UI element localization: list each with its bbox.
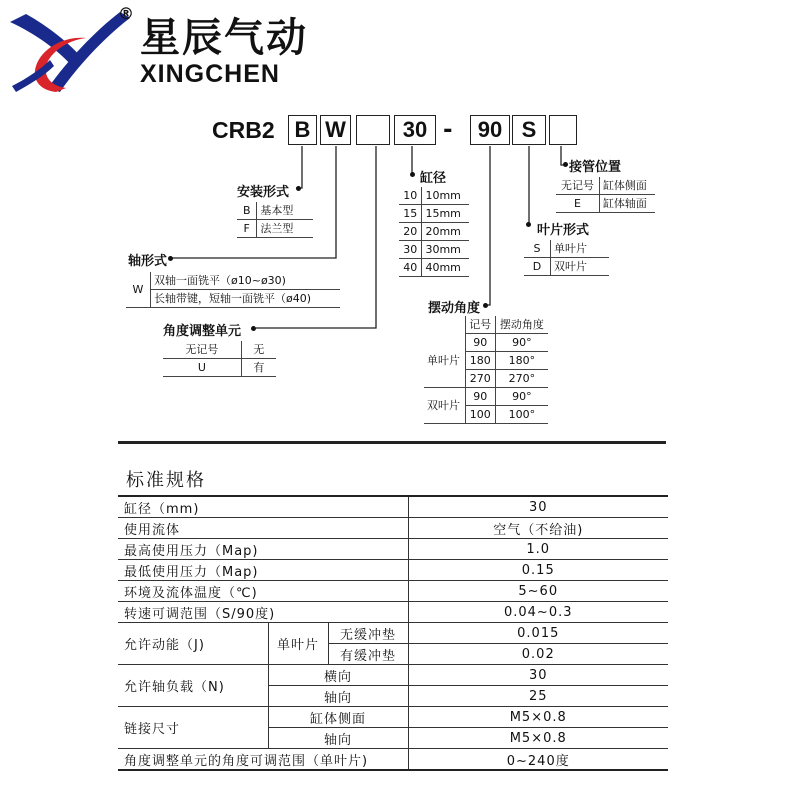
spec-value: 25 xyxy=(408,686,668,707)
registered-mark: ® xyxy=(118,4,134,23)
table-row xyxy=(118,749,668,771)
swing-angle: 90° xyxy=(495,388,548,406)
model-prefix: CRB2 xyxy=(212,117,275,143)
spec-label: 角度调整单元的角度可调范围（单叶片) xyxy=(118,749,408,771)
brand-name-en: XINGCHEN xyxy=(140,60,280,88)
port-code: 无记号 xyxy=(556,177,599,195)
spec-value: 空气（不给油) xyxy=(408,518,668,539)
spec-value: 1.0 xyxy=(408,539,668,560)
vane-title: 叶片形式 xyxy=(537,223,590,238)
mount-code: F xyxy=(237,220,257,238)
spec-value: M5×0.8 xyxy=(408,707,668,728)
bore-title: 缸径 xyxy=(420,171,447,186)
table-row xyxy=(118,581,668,602)
code-box-mount: B xyxy=(288,115,317,145)
vane-dot xyxy=(526,222,531,227)
spec-table xyxy=(118,495,668,771)
spec-value: 30 xyxy=(408,496,668,518)
code-box-shaft: W xyxy=(320,115,351,145)
spec-value: M5×0.8 xyxy=(408,728,668,749)
code-dash: - xyxy=(443,117,453,143)
spec-value: 0.04~0.3 xyxy=(408,602,668,623)
swing-header-angle: 摆动角度 xyxy=(495,316,548,334)
angle-unit-title: 角度调整单元 xyxy=(163,324,242,339)
swing-angle: 100° xyxy=(495,406,548,424)
spec-sublabel: 单叶片 xyxy=(268,623,328,665)
mount-table xyxy=(237,202,313,238)
code-box-vane: S xyxy=(512,115,546,145)
swing-angle: 90° xyxy=(495,334,548,352)
section-divider xyxy=(118,441,666,444)
port-dot xyxy=(563,162,568,167)
angle-unit-desc: 有 xyxy=(241,359,276,377)
spec-label: 使用流体 xyxy=(118,518,408,539)
bore-code: 10 xyxy=(399,187,422,205)
vane-desc: 双叶片 xyxy=(551,258,610,276)
table-row xyxy=(118,496,668,518)
swing-angle: 180° xyxy=(495,352,548,370)
brand-name-cn: 星辰气动 xyxy=(140,15,308,61)
vane-code: D xyxy=(524,258,551,276)
spec-label: 允许动能（J) xyxy=(118,623,268,665)
swing-title: 摆动角度 xyxy=(428,301,481,316)
table-row xyxy=(118,560,668,581)
shaft-title: 轴形式 xyxy=(128,254,168,269)
spec-value: 5~60 xyxy=(408,581,668,602)
bore-size: 10mm xyxy=(422,187,469,205)
angle-unit-desc: 无 xyxy=(241,341,276,359)
spec-value: 0.02 xyxy=(408,644,668,665)
mount-title: 安装形式 xyxy=(237,185,290,200)
bore-code: 40 xyxy=(399,259,422,277)
spec-label: 转速可调范围（S/90度) xyxy=(118,602,408,623)
bore-size: 40mm xyxy=(422,259,469,277)
spec-sublabel: 横向 xyxy=(268,665,408,686)
mount-code: B xyxy=(237,202,257,220)
table-row xyxy=(118,518,668,539)
swing-header-code: 记号 xyxy=(465,316,495,334)
swing-dot xyxy=(483,303,488,308)
spec-value: 0.015 xyxy=(408,623,668,644)
spec-sublabel: 轴向 xyxy=(268,728,408,749)
port-desc: 缸体侧面 xyxy=(599,177,655,195)
spec-label: 最高使用压力（Map) xyxy=(118,539,408,560)
vane-code: S xyxy=(524,240,551,258)
vane-table xyxy=(524,240,609,276)
port-table xyxy=(556,177,655,213)
swing-single-label: 单叶片 xyxy=(424,334,465,388)
bore-code: 15 xyxy=(399,205,422,223)
shaft-desc: 长轴带键，短轴一面铣平（ø40) xyxy=(151,290,341,308)
vane-desc: 单叶片 xyxy=(551,240,610,258)
shaft-code: W xyxy=(126,272,151,308)
mount-dot xyxy=(296,186,301,191)
swing-table xyxy=(424,316,548,424)
swing-code: 100 xyxy=(465,406,495,424)
code-box-bore: 30 xyxy=(394,115,436,145)
spec-title: 标准规格 xyxy=(126,470,206,491)
bore-table xyxy=(399,187,469,277)
spec-value: 30 xyxy=(408,665,668,686)
spec-label: 最低使用压力（Map) xyxy=(118,560,408,581)
angle-unit-table xyxy=(163,341,276,377)
spec-label: 环境及流体温度（℃) xyxy=(118,581,408,602)
angle-unit-code: 无记号 xyxy=(163,341,241,359)
mount-desc: 法兰型 xyxy=(257,220,313,238)
bore-code: 20 xyxy=(399,223,422,241)
port-title: 接管位置 xyxy=(569,160,622,175)
spec-label: 允许轴负载（N) xyxy=(118,665,268,707)
bore-size: 15mm xyxy=(422,205,469,223)
spec-value: 0~240度 xyxy=(408,749,668,771)
spec-label: 缸径（mm) xyxy=(118,496,408,518)
bore-dot xyxy=(410,172,415,177)
bore-code: 30 xyxy=(399,241,422,259)
shaft-table xyxy=(126,272,340,308)
port-code: E xyxy=(556,195,599,213)
table-row xyxy=(118,707,668,728)
shaft-dot xyxy=(168,256,173,261)
swing-code: 90 xyxy=(465,388,495,406)
spec-sublabel: 轴向 xyxy=(268,686,408,707)
table-row xyxy=(118,539,668,560)
code-box-swing: 90 xyxy=(470,115,510,145)
swing-double-label: 双叶片 xyxy=(424,388,465,424)
spec-label: 链接尺寸 xyxy=(118,707,268,749)
bore-size: 30mm xyxy=(422,241,469,259)
spec-sublabel: 缸体侧面 xyxy=(268,707,408,728)
mount-desc: 基本型 xyxy=(257,202,313,220)
swing-code: 180 xyxy=(465,352,495,370)
shaft-desc: 双轴一面铣平（ø10~ø30) xyxy=(151,272,341,290)
bore-size: 20mm xyxy=(422,223,469,241)
swing-code: 270 xyxy=(465,370,495,388)
swing-code: 90 xyxy=(465,334,495,352)
table-row xyxy=(118,602,668,623)
angle-unit-dot xyxy=(251,326,256,331)
spec-value: 0.15 xyxy=(408,560,668,581)
table-row xyxy=(118,623,668,644)
spec-sublabel: 无缓冲垫 xyxy=(328,623,408,644)
spec-sublabel: 有缓冲垫 xyxy=(328,644,408,665)
table-row xyxy=(118,665,668,686)
swing-angle: 270° xyxy=(495,370,548,388)
angle-unit-code: U xyxy=(163,359,241,377)
port-desc: 缸体轴面 xyxy=(599,195,655,213)
